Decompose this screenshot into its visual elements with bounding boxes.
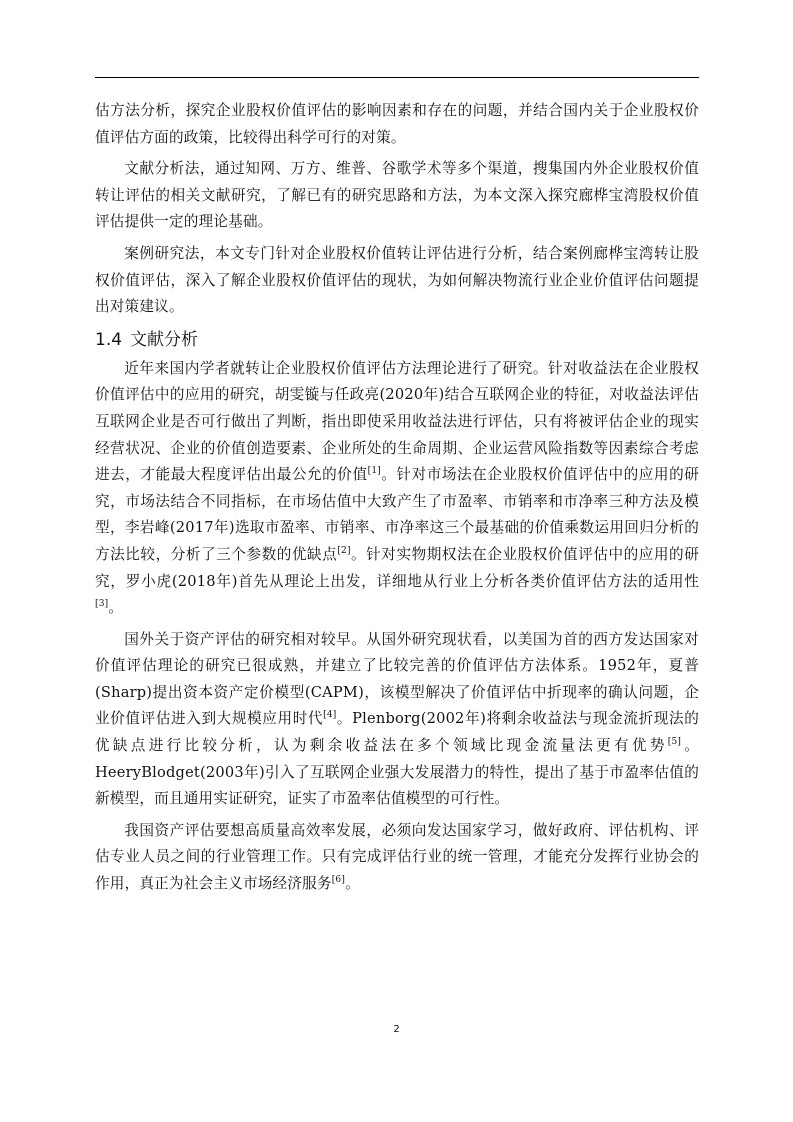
paragraph — [95, 98, 699, 151]
citation-reference: [3] — [95, 599, 109, 610]
paragraph — [95, 627, 699, 813]
citation-reference: [2] — [337, 546, 351, 557]
paragraph-text: 。针对实物期权法在企业股权价值评估中的应用的研究，罗小虎(2018年)首先从理论上出发，详细地从行业上分析各类价值评估方法的适用性 — [95, 545, 699, 590]
paragraph-text: 我国资产评估要想高质量高效率发展，必须向发达国家学习，做好政府、评估机构、评估专业人员之间的行业管理工作。只有完成评估行业的统一管理，才能充分发挥行业协会的作用，真正为社会主义市场经济服务 — [95, 821, 699, 893]
paragraphs-after-section — [95, 356, 699, 898]
section-heading — [95, 326, 699, 354]
document-body — [95, 98, 699, 903]
paragraphs-before-section — [95, 98, 699, 321]
paragraph-text: 。HeeryBlodget(2003年)引入了互联网企业强大发展潜力的特性，提出了基于市盈率估值的新模型，而且通用实证研究，证实了市盈率估值模型的可行性。 — [95, 737, 700, 808]
citation-reference: [6] — [331, 875, 346, 886]
paragraph — [95, 156, 699, 236]
citation-reference: [4] — [323, 710, 337, 721]
citation-reference: [5] — [667, 737, 682, 748]
paragraph-text: 案例研究法，本文专门针对企业股权价值转让评估进行分析，结合案例廊桦宝湾转让股权价值评估，深入了解企业股权价值评估的现状，为如何解决物流行业企业价值评估问题提出对策建议。 — [95, 244, 699, 316]
paragraph-text: 。 — [345, 875, 360, 893]
paragraph — [95, 818, 699, 898]
page-number: 2 — [393, 1024, 400, 1035]
paragraph-text: 。针对市场法在企业股权价值评估中的应用的研究，市场法结合不同指标，在市场估值中大致产生了市盈率、市销率和市净率三种方法及模型，李岩峰(2017年)选取市盈率、市销率、市净率这三个最基础的价值乘数运用回归分析的方法比较，分析了三个参数的优缺点 — [95, 466, 700, 563]
paragraph — [95, 241, 699, 321]
citation-reference: [1] — [367, 466, 381, 477]
section-title: 文献分析 — [130, 329, 199, 350]
paragraph — [95, 356, 699, 622]
header-rule — [95, 77, 699, 78]
section-number: 1.4 — [95, 329, 123, 350]
paragraph-text: 。Plenborg(2002年)将剩余收益法与现金流折现法的优缺点进行比较分析，认为剩余收益法在多个领域比现金流量法更有优势 — [95, 710, 699, 755]
paragraph-text: 国外关于资产评估的研究相对较早。从国外研究现状看，以美国为首的西方发达国家对价值评估理论的研究已很成熟，并建立了比较完善的价值评估方法体系。1952年，夏普(Sharp)提出资本资产定价模型(CAPM)，该模型解决了价值评估中折现率的确认问题，企业价值评估进入到大规模应用时代 — [95, 630, 699, 728]
paragraph-text: 文献分析法，通过知网、万方、维普、谷歌学术等多个渠道，搜集国内外企业股权价值转让评估的相关文献研究，了解已有的研究思路和方法，为本文深入探究廊桦宝湾股权价值评估提供一定的理论基础。 — [95, 160, 699, 231]
paragraph-text: 。 — [108, 599, 124, 617]
paragraph-text: 估方法分析，探究企业股权价值评估的影响因素和存在的问题，并结合国内关于企业股权价值评估方面的政策，比较得出科学可行的对策。 — [95, 102, 699, 146]
paragraph-text: 近年来国内学者就转让企业股权价值评估方法理论进行了研究。针对收益法在企业股权价值评估中的应用的研究，胡雯镟与任政亮(2020年)结合互联网企业的特征，对收益法评估互联网企业是否可行做出了判断，指出即使采用收益法进行评估，只有将被评估企业的现实经营状况、企业的价值创造要素、企业所处的生命周期、企业运营风险指数等因素综合考虑进去，才能最大程度评估出最公允的价值 — [95, 359, 699, 484]
